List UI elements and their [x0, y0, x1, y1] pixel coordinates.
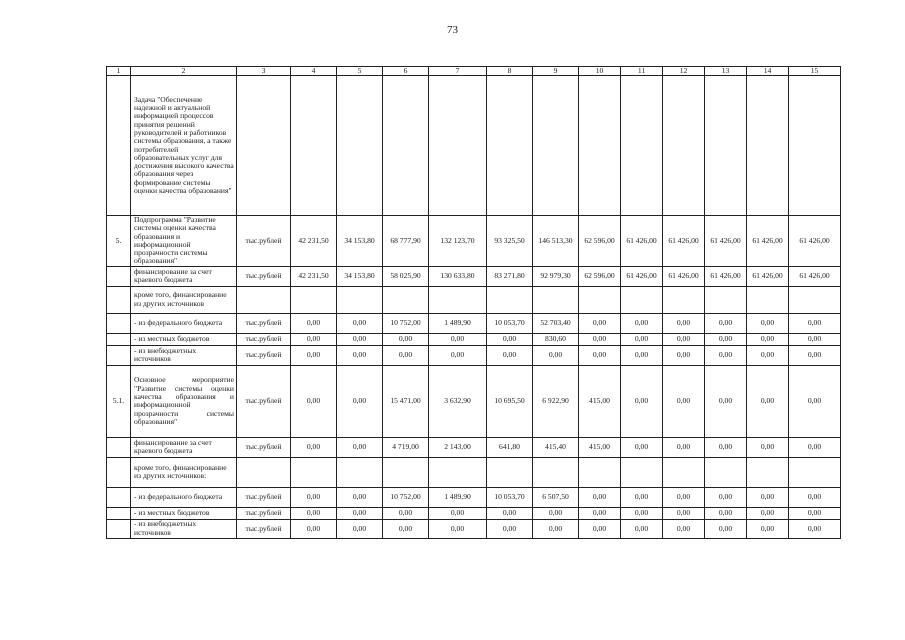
unit-cell	[237, 286, 291, 313]
value-cell: 10 053,70	[487, 487, 533, 507]
unit-cell: тыс.рублей	[237, 437, 291, 457]
value-cell: 0,00	[291, 345, 337, 365]
value-cell: 0,00	[663, 437, 705, 457]
value-cell	[705, 76, 747, 216]
value-cell: 4 719,00	[383, 437, 429, 457]
value-cell: 61 426,00	[663, 216, 705, 267]
value-cell: 0,00	[789, 507, 841, 519]
column-number-4: 4	[291, 67, 337, 76]
value-cell	[621, 76, 663, 216]
value-cell: 0,00	[337, 507, 383, 519]
value-cell: 10 053,70	[487, 313, 533, 333]
value-cell: 0,00	[337, 519, 383, 538]
value-cell: 0,00	[621, 507, 663, 519]
value-cell: 0,00	[579, 487, 621, 507]
row-description-cell: - из местных бюджетов	[131, 507, 237, 519]
value-cell: 0,00	[747, 365, 789, 437]
value-cell: 0,00	[291, 519, 337, 538]
column-number-row	[107, 67, 841, 76]
value-cell: 0,00	[337, 437, 383, 457]
table-row	[107, 313, 841, 333]
value-cell: 0,00	[291, 507, 337, 519]
value-cell: 0,00	[663, 365, 705, 437]
value-cell: 61 426,00	[747, 266, 789, 286]
value-cell: 58 025,90	[383, 266, 429, 286]
row-description-cell: кроме того, финансирование из других источников:	[131, 457, 237, 487]
value-cell	[383, 286, 429, 313]
value-cell	[383, 76, 429, 216]
table-row	[107, 345, 841, 365]
value-cell	[291, 457, 337, 487]
value-cell: 0,00	[663, 313, 705, 333]
column-number-15: 15	[789, 67, 841, 76]
value-cell: 0,00	[789, 365, 841, 437]
value-cell	[663, 286, 705, 313]
table-row	[107, 286, 841, 313]
column-number-9: 9	[533, 67, 579, 76]
row-number-cell	[107, 313, 131, 333]
value-cell: 61 426,00	[789, 266, 841, 286]
value-cell	[429, 457, 487, 487]
value-cell: 0,00	[579, 519, 621, 538]
value-cell: 0,00	[621, 437, 663, 457]
row-description-cell: - из федерального бюджета	[131, 313, 237, 333]
value-cell: 10 695,50	[487, 365, 533, 437]
value-cell: 0,00	[429, 519, 487, 538]
value-cell	[429, 76, 487, 216]
value-cell: 0,00	[663, 333, 705, 345]
value-cell	[291, 286, 337, 313]
value-cell: 415,00	[579, 365, 621, 437]
value-cell	[789, 286, 841, 313]
budget-table	[106, 66, 841, 539]
table-row	[107, 266, 841, 286]
value-cell: 0,00	[291, 333, 337, 345]
unit-cell: тыс.рублей	[237, 313, 291, 333]
table-row	[107, 487, 841, 507]
value-cell: 2 143,00	[429, 437, 487, 457]
value-cell: 0,00	[747, 507, 789, 519]
value-cell	[291, 76, 337, 216]
unit-cell	[237, 457, 291, 487]
value-cell	[337, 286, 383, 313]
value-cell: 0,00	[789, 333, 841, 345]
value-cell: 0,00	[337, 333, 383, 345]
value-cell: 0,00	[747, 333, 789, 345]
value-cell: 0,00	[291, 313, 337, 333]
value-cell: 0,00	[621, 487, 663, 507]
value-cell: 415,40	[533, 437, 579, 457]
value-cell: 130 633,80	[429, 266, 487, 286]
value-cell	[337, 76, 383, 216]
value-cell: 0,00	[621, 313, 663, 333]
column-number-10: 10	[579, 67, 621, 76]
column-number-8: 8	[487, 67, 533, 76]
value-cell: 0,00	[663, 487, 705, 507]
value-cell: 0,00	[705, 519, 747, 538]
value-cell: 0,00	[291, 365, 337, 437]
value-cell: 0,00	[789, 313, 841, 333]
value-cell: 0,00	[487, 345, 533, 365]
value-cell	[747, 286, 789, 313]
page-number: 73	[447, 24, 458, 36]
value-cell	[337, 457, 383, 487]
value-cell: 0,00	[621, 365, 663, 437]
table-row	[107, 507, 841, 519]
value-cell: 0,00	[533, 345, 579, 365]
value-cell	[579, 286, 621, 313]
table-row	[107, 519, 841, 538]
value-cell: 0,00	[705, 333, 747, 345]
value-cell: 641,80	[487, 437, 533, 457]
value-cell: 0,00	[487, 519, 533, 538]
row-number-cell	[107, 519, 131, 538]
row-description-cell: - из внебюджетных источников	[131, 519, 237, 538]
value-cell: 0,00	[383, 519, 429, 538]
value-cell: 0,00	[429, 333, 487, 345]
value-cell	[487, 286, 533, 313]
value-cell: 0,00	[579, 507, 621, 519]
value-cell: 10 752,00	[383, 313, 429, 333]
value-cell: 0,00	[705, 437, 747, 457]
value-cell: 42 231,50	[291, 216, 337, 267]
row-number-cell	[107, 266, 131, 286]
value-cell	[621, 457, 663, 487]
value-cell: 0,00	[705, 313, 747, 333]
value-cell: 1 489,90	[429, 313, 487, 333]
value-cell: 10 752,00	[383, 487, 429, 507]
value-cell	[429, 286, 487, 313]
value-cell	[663, 76, 705, 216]
row-description-cell: кроме того, финансирование из других источников	[131, 286, 237, 313]
value-cell: 42 231,50	[291, 266, 337, 286]
value-cell: 0,00	[789, 519, 841, 538]
value-cell: 3 632,90	[429, 365, 487, 437]
table-row	[107, 216, 841, 267]
unit-cell	[237, 76, 291, 216]
value-cell: 0,00	[487, 507, 533, 519]
value-cell: 0,00	[337, 313, 383, 333]
value-cell	[533, 76, 579, 216]
value-cell	[789, 457, 841, 487]
value-cell: 0,00	[663, 507, 705, 519]
value-cell: 146 513,30	[533, 216, 579, 267]
value-cell	[663, 457, 705, 487]
value-cell: 0,00	[383, 345, 429, 365]
table-row	[107, 437, 841, 457]
table-row	[107, 365, 841, 437]
column-number-2: 2	[131, 67, 237, 76]
value-cell: 0,00	[621, 519, 663, 538]
value-cell: 34 153,80	[337, 216, 383, 267]
value-cell: 93 325,50	[487, 216, 533, 267]
column-number-12: 12	[663, 67, 705, 76]
value-cell: 0,00	[705, 345, 747, 365]
value-cell: 0,00	[705, 365, 747, 437]
row-number-cell	[107, 76, 131, 216]
row-description-cell: финансирование за счет краевого бюджета	[131, 437, 237, 457]
row-number-cell	[107, 345, 131, 365]
value-cell	[487, 76, 533, 216]
row-number-cell: 5.	[107, 216, 131, 267]
value-cell: 52 703,40	[533, 313, 579, 333]
value-cell: 0,00	[579, 313, 621, 333]
unit-cell: тыс.рублей	[237, 266, 291, 286]
value-cell: 61 426,00	[789, 216, 841, 267]
row-description-cell: - из федерального бюджета	[131, 487, 237, 507]
value-cell	[533, 457, 579, 487]
row-description-cell: Подпрограмма "Развитие системы оценки качества образования и информационной прозрачности системы образования"	[131, 216, 237, 267]
value-cell: 0,00	[747, 437, 789, 457]
row-number-cell	[107, 286, 131, 313]
column-number-5: 5	[337, 67, 383, 76]
value-cell	[383, 457, 429, 487]
row-description-cell: Задача "Обеспечение надежной и актуальной информацией процессов принятия решений руководителей и работников системы образования, а также потребителей образовательных услуг для достижения высокого качества образования через формирование системы оценки качества образования"	[131, 76, 237, 216]
row-number-cell	[107, 457, 131, 487]
unit-cell: тыс.рублей	[237, 507, 291, 519]
value-cell: 62 596,00	[579, 266, 621, 286]
value-cell: 0,00	[621, 345, 663, 365]
value-cell: 0,00	[663, 345, 705, 365]
value-cell: 830,60	[533, 333, 579, 345]
value-cell: 0,00	[747, 345, 789, 365]
value-cell: 0,00	[337, 365, 383, 437]
value-cell: 0,00	[533, 519, 579, 538]
value-cell: 92 979,30	[533, 266, 579, 286]
value-cell	[579, 76, 621, 216]
row-number-cell: 5.1.	[107, 365, 131, 437]
value-cell: 0,00	[429, 345, 487, 365]
value-cell: 6 507,50	[533, 487, 579, 507]
value-cell: 0,00	[487, 333, 533, 345]
value-cell: 0,00	[291, 437, 337, 457]
value-cell: 0,00	[663, 519, 705, 538]
value-cell: 0,00	[533, 507, 579, 519]
value-cell	[621, 286, 663, 313]
value-cell	[747, 76, 789, 216]
unit-cell: тыс.рублей	[237, 365, 291, 437]
value-cell: 0,00	[747, 519, 789, 538]
value-cell: 0,00	[747, 313, 789, 333]
table-row	[107, 333, 841, 345]
value-cell: 61 426,00	[621, 216, 663, 267]
value-cell: 0,00	[337, 487, 383, 507]
table-row	[107, 76, 841, 216]
row-number-cell	[107, 507, 131, 519]
row-description-cell: - из внебюджетных источников	[131, 345, 237, 365]
unit-cell: тыс.рублей	[237, 345, 291, 365]
value-cell: 0,00	[383, 507, 429, 519]
value-cell: 6 922,90	[533, 365, 579, 437]
column-number-11: 11	[621, 67, 663, 76]
column-number-3: 3	[237, 67, 291, 76]
value-cell: 415,00	[579, 437, 621, 457]
column-number-14: 14	[747, 67, 789, 76]
column-number-6: 6	[383, 67, 429, 76]
value-cell	[705, 286, 747, 313]
value-cell: 34 153,80	[337, 266, 383, 286]
value-cell: 0,00	[429, 507, 487, 519]
unit-cell: тыс.рублей	[237, 333, 291, 345]
value-cell: 0,00	[621, 333, 663, 345]
value-cell: 0,00	[291, 487, 337, 507]
value-cell: 0,00	[789, 487, 841, 507]
row-number-cell	[107, 487, 131, 507]
row-number-cell	[107, 333, 131, 345]
value-cell: 61 426,00	[621, 266, 663, 286]
value-cell	[533, 286, 579, 313]
unit-cell: тыс.рублей	[237, 216, 291, 267]
column-number-7: 7	[429, 67, 487, 76]
column-number-13: 13	[705, 67, 747, 76]
value-cell: 0,00	[579, 333, 621, 345]
column-number-1: 1	[107, 67, 131, 76]
row-description-cell: - из местных бюджетов	[131, 333, 237, 345]
table-body	[107, 76, 841, 539]
value-cell: 0,00	[789, 437, 841, 457]
value-cell: 61 426,00	[747, 216, 789, 267]
row-description-cell: финансирование за счет краевого бюджета	[131, 266, 237, 286]
value-cell: 0,00	[789, 345, 841, 365]
value-cell	[487, 457, 533, 487]
unit-cell: тыс.рублей	[237, 519, 291, 538]
value-cell: 1 489,90	[429, 487, 487, 507]
value-cell: 61 426,00	[663, 266, 705, 286]
value-cell: 132 123,70	[429, 216, 487, 267]
value-cell: 61 426,00	[705, 266, 747, 286]
value-cell: 68 777,90	[383, 216, 429, 267]
row-description-cell: Основное мероприятие "Развитие системы оценки качества образования и информационной прозрачности системы образования"	[131, 365, 237, 437]
value-cell	[789, 76, 841, 216]
row-number-cell	[107, 437, 131, 457]
value-cell	[705, 457, 747, 487]
value-cell: 61 426,00	[705, 216, 747, 267]
value-cell	[747, 457, 789, 487]
value-cell: 0,00	[705, 507, 747, 519]
value-cell	[579, 457, 621, 487]
unit-cell: тыс.рублей	[237, 487, 291, 507]
value-cell: 0,00	[747, 487, 789, 507]
value-cell: 83 271,80	[487, 266, 533, 286]
table-row	[107, 457, 841, 487]
value-cell: 62 596,00	[579, 216, 621, 267]
value-cell: 0,00	[705, 487, 747, 507]
value-cell: 0,00	[579, 345, 621, 365]
value-cell: 15 471,00	[383, 365, 429, 437]
value-cell: 0,00	[337, 345, 383, 365]
value-cell: 0,00	[383, 333, 429, 345]
